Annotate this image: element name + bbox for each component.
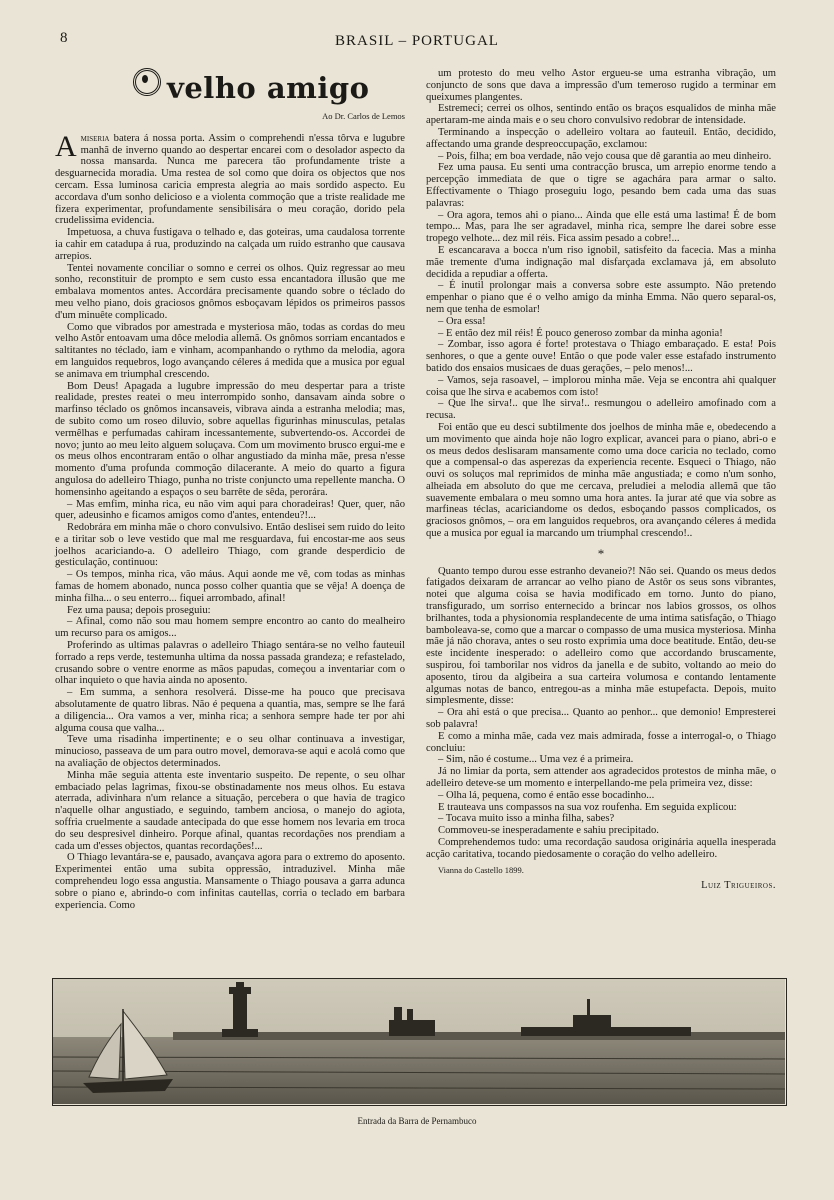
paragraph: E como a minha mãe, cada vez mais admirada, fosse a interrogal-o, o Thiago concluiu:	[426, 730, 776, 754]
paragraph: Como que vibrados por amestrada e mysteriosa mão, todas as cordas do meu velho Astôr entoavam uma dôce melodia allemã. Os gnômos sorriam encantados e saltitantes no téclado, iam e vinham, acompanhando o rythmo da melodia, agora em languidos requebros, logo avançando céleres á medida que a musica por egual se animava em triumphal crescendo.	[55, 321, 405, 380]
paragraph: Fez uma pausa. Eu senti uma contracção brusca, um arrepio enorme tendo a percepção immediata de que o tigre se agachára para armar o salto. Effectivamente o Thiago proseguiu logo, pesando bem cada uma das suas palavras:	[426, 162, 776, 209]
right-body-2	[426, 566, 776, 861]
paragraph: – Zombar, isso agora é forte! protestava o Thiago embaraçado. E esta! Pois senhores, o que a gente ouve! Então o que pode valer esse estafado instrumento batido dos ensaios musicaes de duas gerações, – pelo menos!...	[426, 339, 776, 374]
paragraph: um protesto do meu velho Astor ergueu-se uma estranha vibração, um conjuncto de sons que dava a impressão d'um temeroso rugido a terminar em queixumes plangentes.	[426, 68, 776, 103]
paragraph: – Tocava muito isso a minha filha, sabes?	[438, 813, 615, 825]
dateline: Vianna do Castello 1899.	[438, 864, 524, 875]
running-head: BRASIL – PORTUGAL	[335, 33, 499, 49]
right-column	[426, 68, 776, 892]
paragraph: Bom Deus! Apagada a lugubre impressão do meu despertar para a triste realidade, prestes reatei o meu interrompido sonho, dansavam ainda sobre o marfinso téclado os gnômos incansaveis, vibrava ainda a estranha melodia; mas, de subito como um roseo diluvio, sobre aquellas figurinhas minusculas, petalas vermêlhas e perfumadas cahiram incessantemente, subvertendo-os. Accordei de novo; junto ao meu leito alguem soluçava. Com um movimento brusco ergui-me e os meus olhos encontraram então o olhar angustiado da minha mãe, presa n'esse momento d'uma profunda commoção dilacerante. A meio do quarto a figura angulosa do adelleiro Thiago, punha no triste conjuncto uma repellente mancha. O homensinho ageitando a espaços o seu barrête de sêda, perorára.	[55, 380, 405, 498]
paragraph: – Ora agora, temos ahi o piano... Ainda que elle está uma lastima! É de bom tempo... Mas, para lhe ser agradavel, minha rica, sempre lhe darei sobre esse tropego velhote... dez mil réis. Fica assim pesado a cobre!...	[426, 209, 776, 245]
paragraph-text: batera á nossa porta. Assim o comprehendi n'essa tôrva e lugubre manhã de inverno quando ao despertar encarei com o desolador aspecto da nossa mansarda. Nunca me parecera tão profundamente triste a desguarnecida moradia. Uma restea de sol como que doira os objectos que nos cercam. Essa luminosa caricia empresta alegria ao mais sordido aspecto. Eu accordava d'um sonho delicioso e a violenta commoção que a triste realidade me fizera experimentar, profundamente sensibilisára o meu coração, dorido pela crudelissima evidencia.	[55, 132, 405, 227]
dedication: Ao Dr. Carlos de Lemos	[322, 111, 405, 121]
harbour-photo	[52, 978, 787, 1106]
paragraph: – Sim, não é costume... Uma vez é a primeira.	[438, 754, 634, 766]
paragraph: E escancarava a bocca n'um riso ignobil, satisfeito da facecia. Mas a minha mãe tremente d'uma indignação mal disfarçada exclamava já, em absoluto decidida a repudiar a offerta.	[426, 244, 776, 280]
paragraph: – Os tempos, minha rica, vão máus. Aqui aonde me vê, com todas as minhas famas de homem abonado, nunca posso colher quantia que se vêja! A doença de minha filha... o seu enterro... fiquei arrombado, afinal!	[55, 569, 405, 604]
paragraph: – Olha lá, pequena, como é então esse bocadinho...	[438, 789, 655, 801]
right-body	[426, 68, 776, 540]
paragraph: E trauteava uns compassos na sua voz roufenha. Em seguida explicou:	[438, 801, 737, 813]
harbour-illustration	[53, 979, 785, 1104]
section-break: *	[597, 545, 605, 561]
left-body	[55, 129, 405, 912]
paragraph: – Vamos, seja rasoavel, – implorou minha mãe. Veja se encontra ahi qualquer coisa que lhe sirva e acabemos com isto!	[426, 374, 776, 398]
paragraph: Comprehendemos tudo: uma recordação saudosa originária aquella inesperada acção caritativa, tocando piedosamente o coração do velho adelleiro.	[426, 837, 776, 860]
article-title: velho amigo	[55, 68, 405, 105]
paragraph: – Que lhe sirva!.. que lhe sirva!.. resmungou o adelleiro amofinado com a recusa.	[426, 398, 776, 422]
left-column	[55, 68, 405, 911]
lead-in: miseria	[80, 132, 110, 144]
paragraph	[55, 129, 405, 227]
paragraph: Terminando a inspecção o adelleiro voltara ao fauteuil. Então, decidido, affectando uma grande despreoccupação, exclamou:	[426, 126, 776, 150]
photo-caption: Entrada da Barra de Pernambuco	[357, 1116, 477, 1126]
paragraph: Já no limiar da porta, sem attender aos agradecidos protestos de minha mãe, o adelleiro deteve-se um momento e interpellando-me pela primeira vez, disse:	[426, 766, 776, 790]
paragraph: – Ora ahi está o que precisa... Quanto ao penhor... que demonio! Empresterei sob palavra!	[426, 707, 776, 731]
paragraph: Quanto tempo durou esse estranho devaneio?! Não sei. Quando os meus dedos fatigados deixaram de arrancar ao velho piano de Astôr os seus sons vibrantes, notei que alguma coisa se havia modificado em torno. Junto do piano, transfigurado, um sorriso enternecido a brincar nos labios grossos, os olhos brilhantes, toda a physionomia resplandecente de uma intima satisfação, o Thiago bamboleava-se, como que a marcar o compasso de uma musica mysteriosa. Minha mãe já não chorava, antes o seu rosto exprimia uma doce beatitude. Então, deu-se este incidente inesperado: o adelleiro como que accordando bruscamente, suspirou, foi tamborilar nos vidros da janella e de subito, voltando ao meio do aposento, tirou da algibeira a sua carteira volumosa e contando lentamente algumas notas de banco, entregou-as a minha mãe estupefacta. Depois, muito simplesmente, disse:	[426, 565, 776, 707]
author-signature: Luiz Trigueiros.	[701, 880, 776, 892]
paragraph: Commoveu-se inesperadamente e sahiu precipitado.	[438, 825, 659, 837]
paragraph: – Afinal, como não sou mau homem sempre encontro ao canto do mealheiro um recurso para os amigos...	[55, 616, 405, 640]
paragraph: Teve uma risadinha impertinente; e o seu olhar continuava a investigar, minucioso, passeava de um para outro movel, demorava-se aqui e acolá como que na avaliação de objectos determinados.	[55, 734, 405, 770]
page-number: 8	[60, 30, 68, 46]
paragraph: Fez uma pausa; depois proseguiu:	[67, 604, 211, 616]
paragraph: – É inutil prolongar mais a conversa sobre este assumpto. Não pretendo empenhar o piano que é o velho amigo da minha Emma. Não quero separal-os, nem que tenha de esmolar!	[426, 280, 776, 315]
paragraph: Foi então que eu desci subtilmente dos joelhos de minha mãe e, obedecendo a um movimento que ainda hoje não logro explicar, avancei para o piano, abri-o e os meus dedos deslisaram mansamente como uma doce caricia no teclado, como que a compensal-o das asperezas da experiencia recente. Esqueci o Thiago, não ouvi os soluços mal reprimidos de minha mãe angustiada; e como n'um sonho, alheiada em absoluto do que me cercava, preludiei a melodia allemã que tão suavemente embalara o meu somno uma hora antes. Ia jurar até que via sobre as marfineas téclas, acariciandome os dedos, esboçando passos complicados, os graciosos gnômos, – ora em languidos requebros, ora avançando céleres á medida que a musica por egual ia marcando um triumphal crescendo!..	[426, 421, 776, 540]
paragraph: – Pois, filha; em boa verdade, não vejo cousa que dê garantia ao meu dinheiro.	[438, 150, 772, 162]
paragraph: – Ora essa!	[438, 315, 486, 327]
paragraph: – Mas emfim, minha rica, eu não vim aqui para choradeiras! Quer, quer, não quer, adeusinho e ficamos amigos como d'antes, entendeu?!...	[55, 498, 405, 522]
paragraph: – Em summa, a senhora resolverá. Disse-me ha pouco que precisava absolutamente de quatro libras. Não é pequena a quantia, mas, sempre se lhe fará a diligencia... Ora vamos a ver, minha rica; a senhora sempre hade ter por ahi alguma cousa que valha...	[55, 687, 405, 734]
paragraph: Tentei novamente conciliar o somno e cerrei os olhos. Quiz regressar ao meu sonho, reconstituir de prompto e sem custo essa encantadora illusão que me embalava momentos antes. Accordára precisamente quando sobre o téclado do meu velho piano, dois graciosos gnômos esboçavam lépidos os primeiros passos d'um minuête complicado.	[55, 262, 405, 321]
ornamental-o-icon	[133, 68, 161, 96]
paragraph: Estremeci; cerrei os olhos, sentindo então os braços esqualidos de minha mãe apertaram-me ainda mais e o seu choro convulsivo redobrar de intensidade.	[426, 103, 776, 127]
paragraph: Impetuosa, a chuva fustigava o telhado e, das goteiras, uma caudalosa torrente ia cahir em catadupa á rua, produzindo na calçada um ruido estranho que causava arrepios.	[55, 227, 405, 262]
paragraph: Proferindo as ultimas palavras o adelleiro Thiago sentára-se no velho fauteuil forrado a reps verde, testemunha ultima da nossa passada grandeza; e refastelado, crusando sobre o ventre enorme as mãos papudas, começou a inventariar com o olhar inquieto o que havia ainda no aposento.	[55, 640, 405, 687]
paragraph: – E então dez mil réis! É pouco generoso zombar da minha agonia!	[438, 327, 723, 339]
paragraph: Redobrára em minha mãe o choro convulsivo. Então deslisei sem ruido do leito e a tiritar sob o leve vestido que mal me resguardava, fui encostar-me aos seus joelhos acariciando-a. O adelleiro Thiago, com grande desperdicio de gesticulação, continuou:	[55, 522, 405, 569]
paragraph: Minha mãe seguia attenta este inventario suspeito. De repente, o seu olhar embaciado pelas lagrimas, fixou-se obstinadamente nos meus olhos. Eu estava aterrada, adivinhara n'um relance a situação, percebera o que havia de tragico n'aquelle olhar angustiado, e seguindo, tambem anciosa, o manejo do agiota, soffria cruelmente a saudade antecipada do que esse homem nos levaria em troca do seu despresivel dinheiro. Porque afinal, quantas recordações nos prendiam a cada um d'esses objectos, quantas recordações!...	[55, 769, 405, 852]
drop-cap: A	[55, 129, 77, 163]
paragraph: O Thiago levantára-se e, pausado, avançava agora para o extremo do aposento. Experimentei então uma subita oppressão, intraduzivel. Minha mãe comprehendeu logo essa angustia. Mansamente o Thiago pousava a garra adunca sobre o piano e, abrindo-o com infinitas cautellas, corria o teclado em barbara experiencia. Como	[55, 852, 405, 911]
